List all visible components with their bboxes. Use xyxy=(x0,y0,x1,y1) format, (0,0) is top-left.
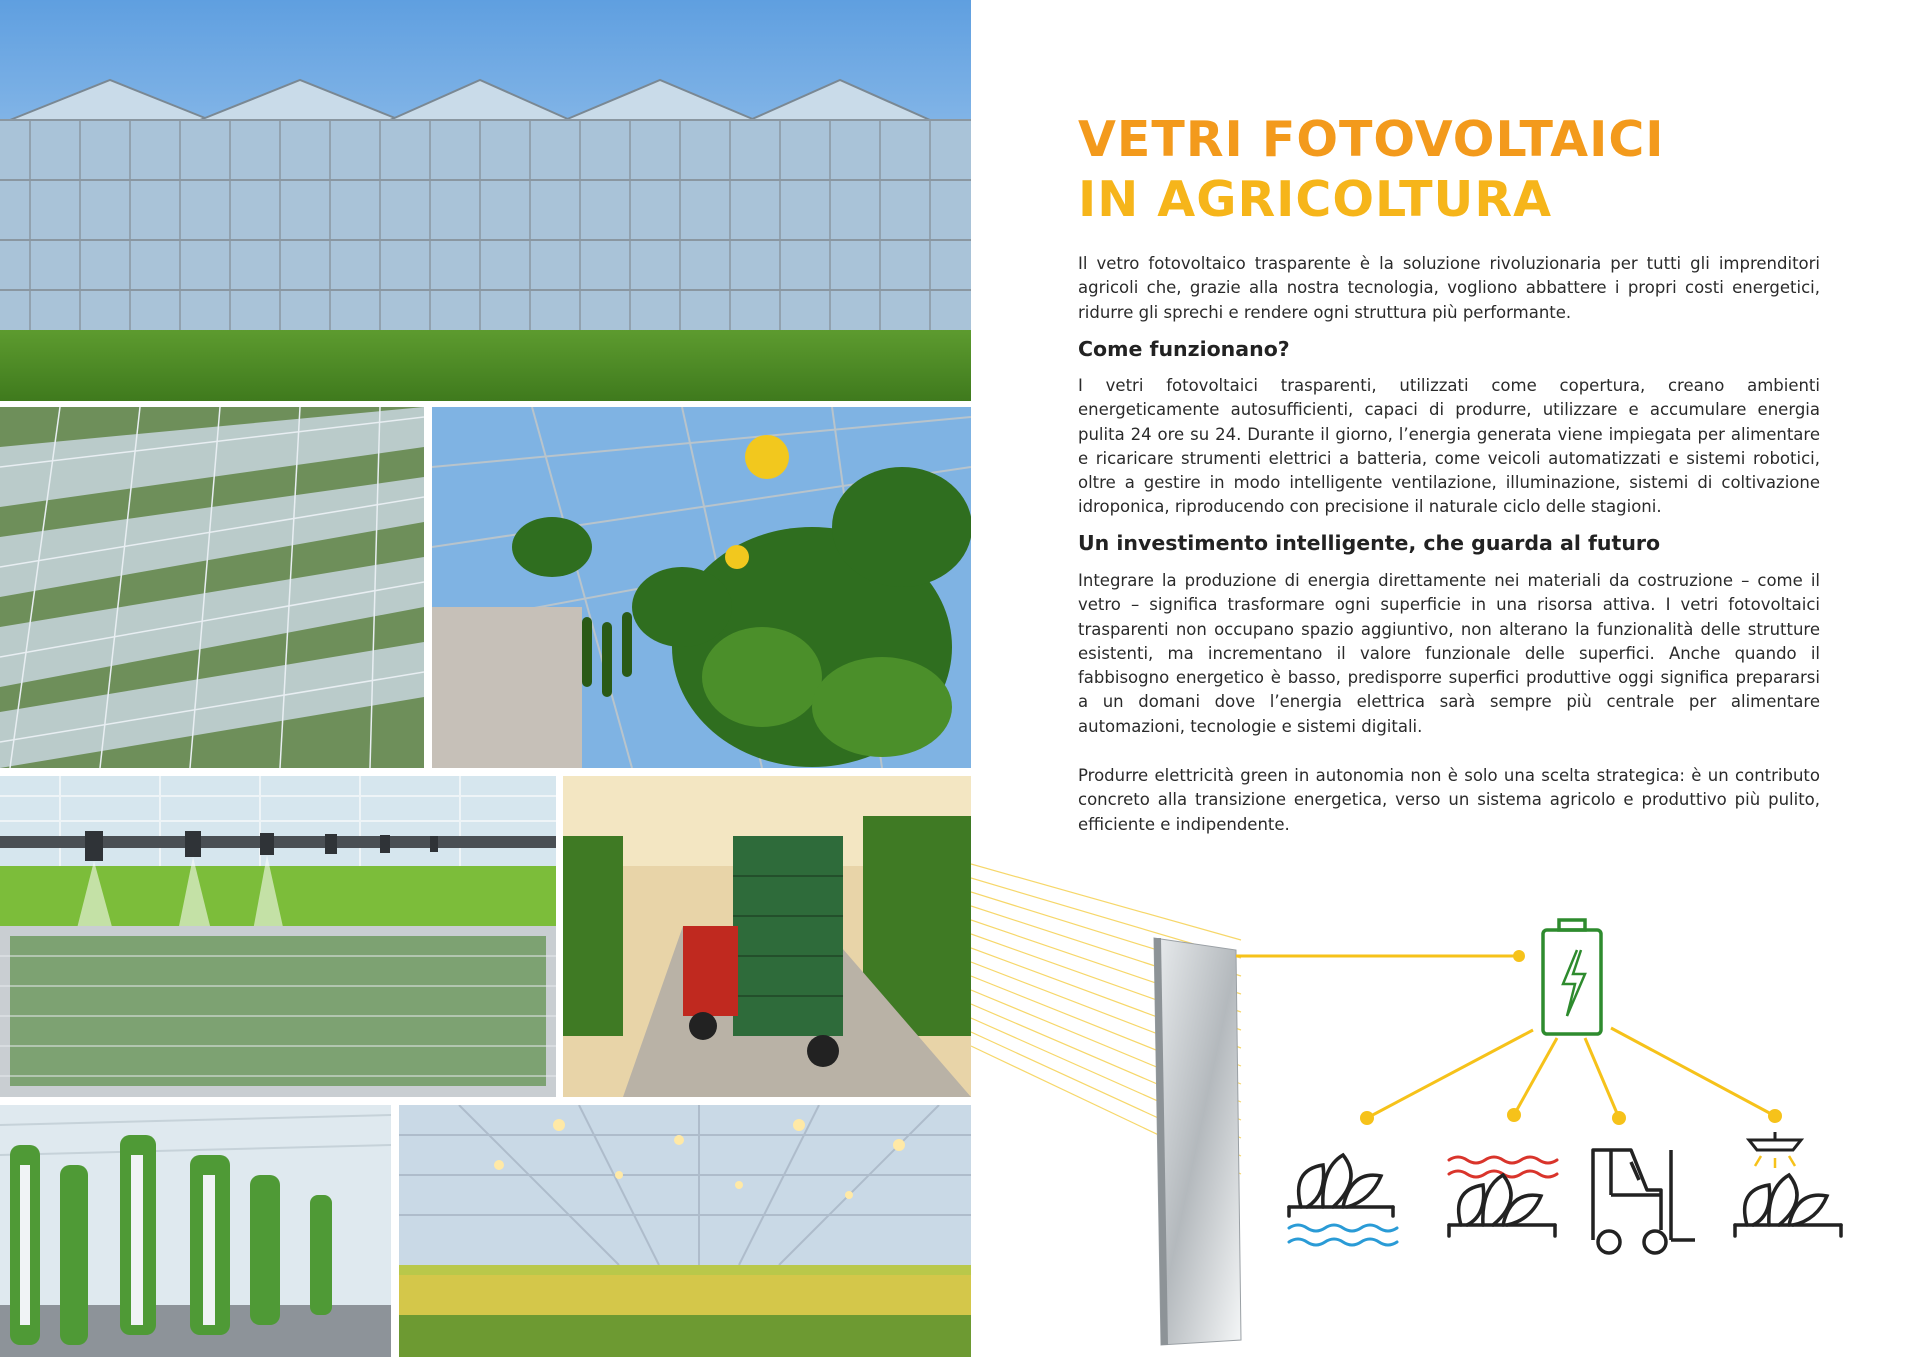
lit-plant-icon xyxy=(1735,1175,1841,1236)
vertical-hydroponic-towers-photo xyxy=(0,1105,391,1357)
forklift-icon xyxy=(1593,1150,1695,1253)
title-line-1: VETRI FOTOVOLTAICI xyxy=(1078,111,1665,168)
forklift-crates-photo xyxy=(563,776,971,1097)
closing-paragraph: Produrre elettricità green in autonomia non è solo una scelta strategica: è un contributo concreto alla transizione energetica, verso un sistema agricolo e produttivo più pulito, efficiente e indipendente. xyxy=(1078,766,1820,834)
section1-body: I vetri fotovoltaici trasparenti, utilizzati come copertura, creano ambienti energeticamente autosufficienti, capaci di produrre, utilizzare e accumulare energia pulita 24 ore su 24. Durante il giorno, l’energia generata viene impiegata per alimentare e ricaricare strumenti elettrici a batteria, come veicoli automatizzati e sistemi robotici, oltre a gestire in modo intelligente ventilazione, illuminazione, sistemi di coltivazione idroponica, riproducendo con precisione il naturale ciclo delle stagioni. xyxy=(1078,376,1820,517)
irrigation-plant-icon xyxy=(1289,1155,1393,1216)
greenhouse-roof-aerial-photo xyxy=(0,407,424,768)
pv-glass-panel xyxy=(1154,938,1241,1345)
heated-plant-icon xyxy=(1449,1175,1555,1236)
lamp-icon xyxy=(1749,1132,1801,1150)
intro-paragraph: Il vetro fotovoltaico trasparente è la soluzione rivoluzionaria per tutti gli imprenditori agricoli che, grazie alla nostra tecnologia, vogliono abbattere i propri costi energetici, ridurre gli sprechi e rendere ogni struttura più performante. xyxy=(1078,254,1820,322)
section2-body: Integrare la produzione di energia direttamente nei materiali da costruzione – come il vetro – significa trasformare ogni superficie in una risorsa attiva. I vetri fotovoltaici trasparenti non occupano spazio aggiuntivo, non alterano la funzionalità delle strutture esistenti, ma incrementano il valore funzionale delle superfici. Anche quando il fabbisogno energetico è basso, predisporre superfici produttive oggi significa prepararsi a un domani dove l’energia elettrica sarà sempre più centrale per alimentare automazioni, tecnologie e sistemi digitali. xyxy=(1078,571,1820,736)
section2-heading: Un investimento intelligente, che guarda al futuro xyxy=(1078,531,1661,555)
title-line-2: IN AGRICOLTURA xyxy=(1078,171,1552,228)
greenhouse-exterior-photo xyxy=(0,0,971,401)
page-title xyxy=(1078,110,1838,230)
cucumber-plants-photo xyxy=(432,407,971,768)
tulip-greenhouse-lighting-photo xyxy=(399,1105,971,1357)
irrigation-sprinklers-photo xyxy=(0,776,556,1097)
battery-icon xyxy=(1543,920,1601,1034)
section1-heading: Come funzionano? xyxy=(1078,337,1290,361)
energy-diagram xyxy=(971,850,1920,1357)
